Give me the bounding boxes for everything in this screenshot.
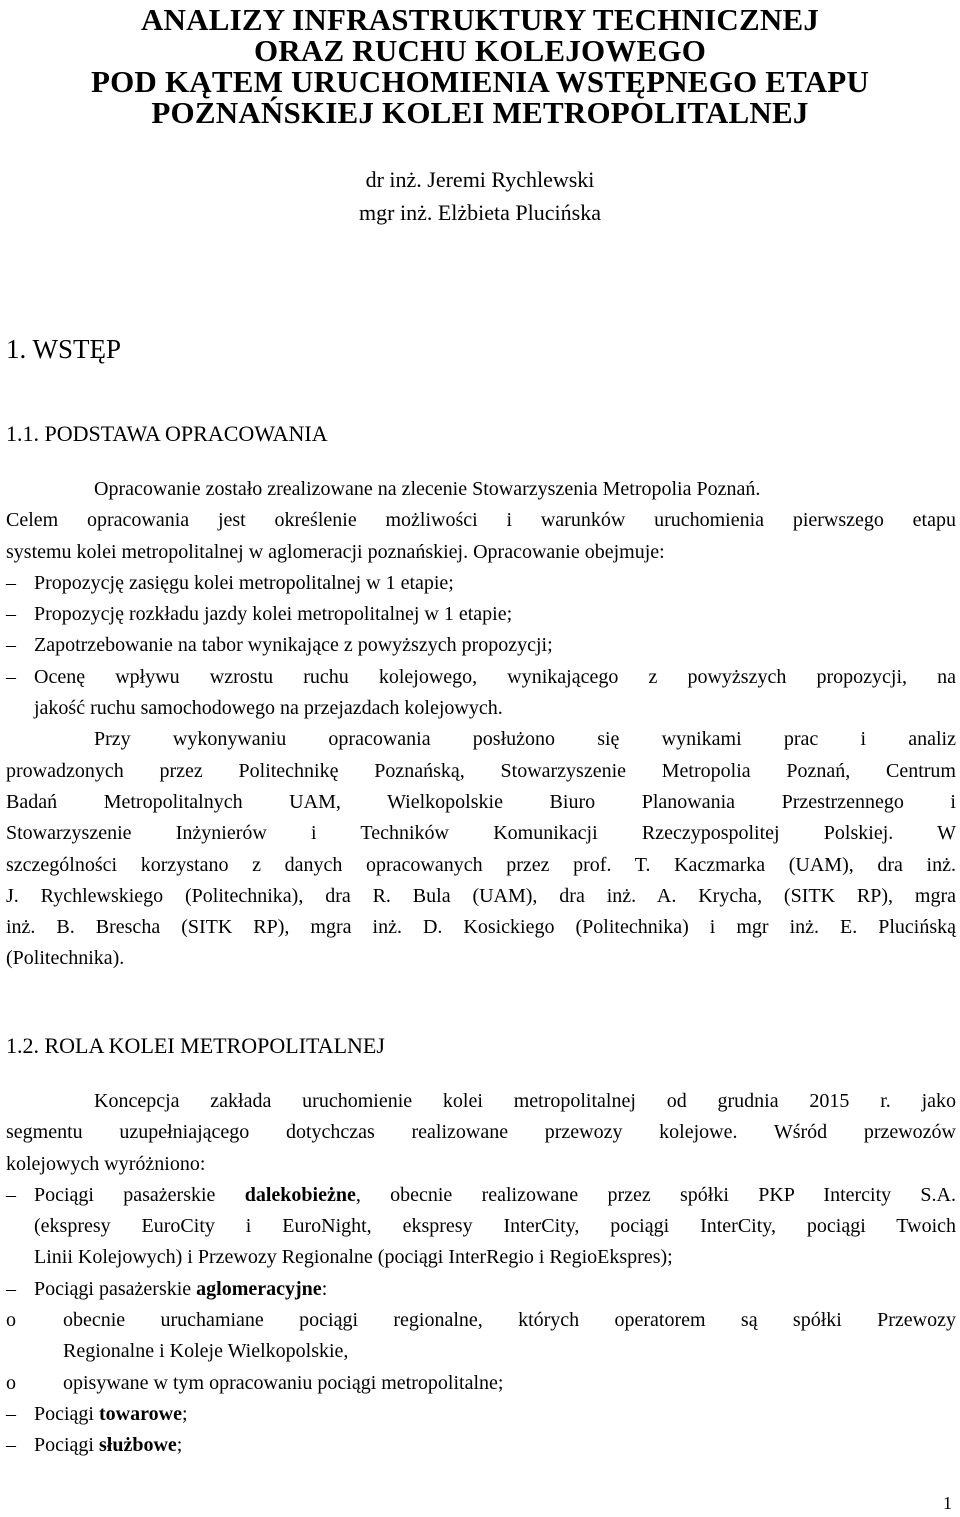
bold-term: służbowe [99, 1434, 177, 1457]
paragraph-line: szczególności korzystano z danych opracowanych przez prof. T. Kaczmarka (UAM), dra inż. [6, 853, 956, 876]
title-line-4: POZNAŃSKIEJ KOLEI METROPOLITALNEJ [151, 95, 809, 130]
paragraph-line: Celem opracowania jest określenie możliwości i warunków uruchomienia pierwszego etapu [6, 509, 956, 532]
author-1: dr inż. Jeremi Rychlewski [365, 167, 595, 192]
dash-bullet: – [6, 1402, 16, 1425]
dash-bullet: – [6, 1277, 16, 1300]
paragraph-line: prowadzonych przez Politechnikę Poznańską, Stowarzyszenie Metropolia Poznań, Centrum [6, 759, 956, 782]
paragraph-line: inż. B. Brescha (SITK RP), mgra inż. D. Kosickiego (Politechnika) i mgr inż. E. Plucińską [6, 916, 956, 939]
circle-bullet: o [6, 1371, 16, 1394]
dash-bullet: – [6, 665, 16, 688]
sub-list-item [6, 1368, 956, 1399]
sub-list-item [6, 1305, 956, 1368]
paragraph-line: Stowarzyszenie Inżynierów i Techników Komunikacji Rzeczypospolitej Polskiej. W [6, 822, 956, 845]
bold-term: dalekobieżne [244, 1183, 356, 1206]
list-item [6, 630, 956, 661]
list-item-text: Pociągi służbowe; [34, 1434, 183, 1457]
list-item [6, 1180, 956, 1274]
paragraph-line: Koncepcja zakłada uruchomienie kolei metropolitalnej od grudnia 2015 r. jako [94, 1090, 956, 1112]
dash-bullet: – [6, 603, 16, 626]
list-item-text: Zapotrzebowanie na tabor wynikające z powyższych propozycji; [34, 634, 553, 657]
list-item [6, 1399, 956, 1430]
subsection-heading-1-2: 1.2. ROLA KOLEI METROPOLITALNEJ [6, 1033, 385, 1058]
list-item-text: Pociągi pasażerskie dalekobieżne, obecnie realizowane przez spółki PKP Intercity S.A. [34, 1183, 956, 1206]
document-title [0, 4, 960, 128]
dash-bullet: – [6, 571, 16, 594]
list-item [6, 1430, 956, 1461]
bold-term: towarowe [99, 1402, 182, 1425]
circle-bullet: o [6, 1309, 16, 1332]
list-item-text: obecnie uruchamiane pociągi regionalne, których operatorem są spółki Przewozy [63, 1309, 956, 1332]
list-item-text: (ekspresy EuroCity i EuroNight, ekspresy InterCity, pociągi InterCity, pociągi Twoich [34, 1215, 956, 1238]
title-line-3: POD KĄTEM URUCHOMIENIA WSTĘPNEGO ETAPU [90, 64, 870, 99]
dash-bullet: – [6, 634, 16, 657]
page-number: 1 [943, 1493, 952, 1513]
list-item-text: Propozycję zasięgu kolei metropolitalnej w 1 etapie; [34, 571, 454, 594]
list-item [6, 662, 956, 725]
paragraph-line: systemu kolei metropolitalnej w aglomeracji poznańskiej. Opracowanie obejmuje: [6, 540, 665, 563]
dash-bullet: – [6, 1434, 16, 1457]
list-item-text: Propozycję rozkładu jazdy kolei metropolitalnej w 1 etapie; [34, 603, 513, 626]
list-item-text: Regionalne i Koleje Wielkopolskie, [63, 1340, 349, 1363]
list-item-text: opisywane w tym opracowaniu pociągi metropolitalne; [63, 1371, 504, 1394]
section-1-1-body [6, 474, 956, 975]
list-item-text: Linii Kolejowych) i Przewozy Regionalne (pociągi InterRegio i RegioEkspres); [34, 1246, 673, 1269]
paragraph-line: (Politechnika). [6, 947, 125, 970]
title-line-1: ANALIZY INFRASTRUKTURY TECHNICZNEJ [140, 2, 820, 37]
paragraph-line: kolejowych wyróżniono: [6, 1152, 206, 1175]
list-item [6, 1274, 956, 1305]
list-item [6, 599, 956, 630]
subsection-heading-1-1: 1.1. PODSTAWA OPRACOWANIA [6, 421, 328, 446]
list-item-text: jakość ruchu samochodowego na przejazdach kolejowych. [34, 697, 503, 720]
paragraph-line: segmentu uzupełniającego dotychczas realizowane przewozy kolejowe. Wśród przewozów [6, 1121, 956, 1144]
section-heading: 1. WSTĘP [6, 334, 122, 364]
dash-bullet: – [6, 1183, 16, 1206]
authors [0, 163, 960, 229]
list-item [6, 568, 956, 599]
paragraph-line: Opracowanie zostało zrealizowane na zlecenie Stowarzyszenia Metropolia Poznań. [94, 478, 761, 500]
list-item-text: Pociągi towarowe; [34, 1402, 188, 1425]
title-line-2: ORAZ RUCHU KOLEJOWEGO [253, 33, 707, 68]
section-1-2-body [6, 1086, 956, 1462]
bold-term: aglomeracyjne [196, 1277, 322, 1300]
author-2: mgr inż. Elżbieta Plucińska [359, 200, 601, 225]
paragraph-line: Przy wykonywaniu opracowania posłużono się wynikami prac i analiz [94, 728, 956, 751]
paragraph-line: Badań Metropolitalnych UAM, Wielkopolskie Biuro Planowania Przestrzennego i [6, 790, 956, 813]
list-item-text: Pociągi pasażerskie aglomeracyjne: [34, 1277, 328, 1300]
paragraph-line: J. Rychlewskiego (Politechnika), dra R. Bula (UAM), dra inż. A. Krycha, (SITK RP), mgra [6, 884, 956, 907]
list-item-text: Ocenę wpływu wzrostu ruchu kolejowego, wynikającego z powyższych propozycji, na [34, 665, 956, 688]
